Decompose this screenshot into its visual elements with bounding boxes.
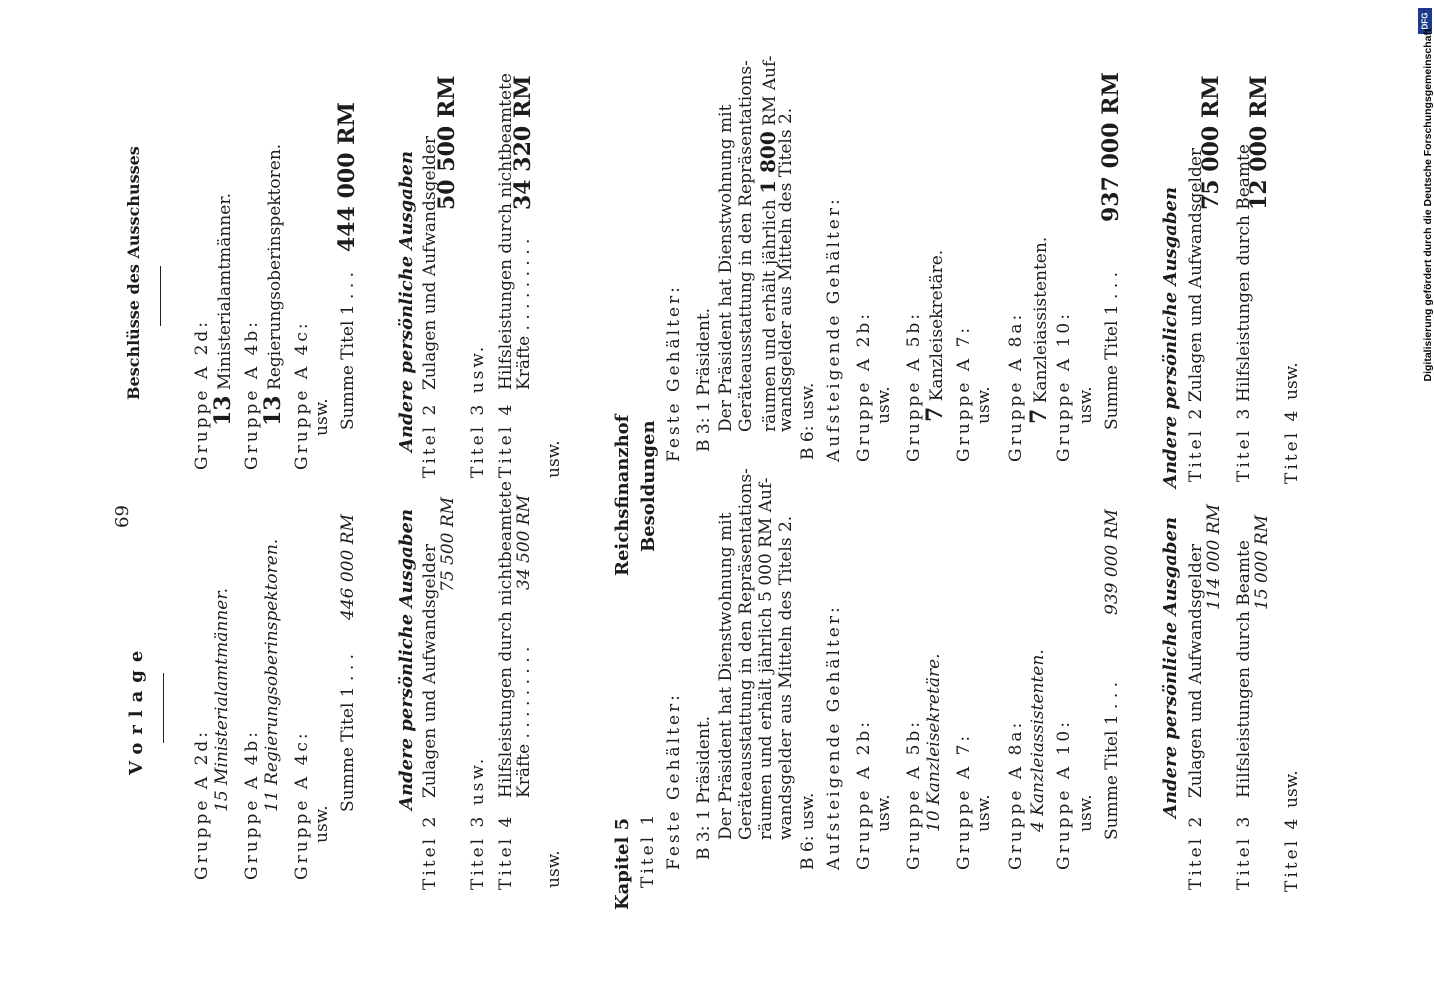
right-summe-titel-1-value: 444 000 RM (334, 102, 360, 252)
left-titel-3: Titel 3 usw. (468, 755, 488, 890)
right-gruppe-a4b-count: 13 (260, 395, 286, 426)
left-titel-4b-text: usw. (1282, 770, 1302, 808)
right-titel-3: Titel 3 usw. (468, 343, 488, 478)
right-usw-a4c: usw. (312, 398, 332, 436)
left-gruppe-a10: Gruppe A 10: (1054, 719, 1074, 870)
besoldungen-heading: Besoldungen (638, 420, 659, 552)
left-titel-4b: Titel 4 (1282, 815, 1302, 892)
digitization-note-text: Digitalisierung gefördert durch die Deutsche Forschungsgemeinschaft (1422, 28, 1434, 382)
left-kapitel: Kapitel 5 (612, 817, 633, 910)
left-titel-2b: Titel 2 (1186, 813, 1206, 890)
right-aufsteigende: Aufsteigende Gehälter: (824, 196, 844, 462)
left-andere-heading-2: Andere persönliche Ausgaben (1160, 516, 1181, 818)
left-titel-3b: Titel 3 (1234, 813, 1254, 890)
right-gruppe-a5b: Gruppe A 5b: (904, 311, 924, 462)
left-gruppe-a8a-line: 4 Kanzleiassistenten. (1028, 649, 1048, 832)
left-feste-gehaelter: Feste Gehälter: (664, 692, 684, 870)
right-titel-2b-text: Zulagen und Aufwandsgelder (1186, 147, 1206, 402)
right-gruppe-a10: Gruppe A 10: (1054, 311, 1074, 462)
left-titel-4: Titel 4 (496, 813, 516, 890)
left-summe-titel-1b: Summe Titel 1 . . . (1102, 681, 1122, 840)
left-titel-2b-text: Zulagen und Aufwandsgelder (1186, 543, 1206, 798)
left-gruppe-a7: Gruppe A 7: (954, 732, 974, 870)
right-gruppe-a5b-count: 7 (922, 406, 948, 422)
page-number: 69 (112, 505, 133, 528)
right-gruppe-a8a-line (1028, 237, 1050, 424)
right-gruppe-a2d: Gruppe A 2d: (192, 319, 212, 470)
left-b3-line-4: wandsgelder aus Mitteln des Titels 2. (776, 515, 796, 840)
left-gruppe-a4b-text: 11 Regierungsoberinspektoren. (262, 538, 282, 812)
left-b3-line-1: Der Präsident hat Dienstwohnung mit (716, 512, 736, 840)
right-titel-2b-value: 75 000 RM (1198, 75, 1224, 210)
right-gruppe-a2d-text: Ministerialamtmänner. (215, 193, 235, 390)
vorlage-heading: Vorlage (126, 642, 147, 775)
left-summe-titel-1b-value: 939 000 RM (1102, 509, 1122, 615)
left-gruppe-a5b: Gruppe A 5b: (904, 719, 924, 870)
left-gruppe-a4c: Gruppe A 4c: (292, 730, 312, 880)
left-b3-line-3: räumen und erhält jährlich 5 000 RM Auf- (756, 477, 776, 840)
right-b3-line-4: wandsgelder aus Mitteln des Titels 2. (776, 107, 796, 432)
right-titel-2-value: 50 500 RM (434, 75, 460, 210)
left-usw-a10: usw. (1076, 794, 1096, 832)
left-gruppe-a2b: Gruppe A 2b: (854, 719, 874, 870)
right-titel-2: Titel 2 (420, 401, 440, 478)
right-gruppe-a4b: Gruppe A 4b: (242, 319, 262, 470)
right-b3: B 3: 1 Präsident. (694, 307, 714, 452)
left-gruppe-a8a: Gruppe A 8a: (1006, 719, 1026, 870)
right-titel-4b: Titel 4 (1282, 407, 1302, 484)
right-gruppe-a2d-count: 13 (210, 395, 236, 426)
left-usw-a7: usw. (974, 794, 994, 832)
right-b3-line-2: Geräteausstattung in den Repräsentations- (736, 60, 756, 432)
left-andere-heading: Andere persönliche Ausgaben (396, 508, 417, 810)
right-usw-a2b: usw. (874, 386, 894, 424)
right-gruppe-a7: Gruppe A 7: (954, 324, 974, 462)
right-titel-4-text2: Kräfte . . . . . . . . . (514, 238, 534, 390)
left-gruppe-a4b-line (264, 539, 281, 812)
right-titel-3b-text: Hilfsleistungen durch Beamte (1234, 144, 1254, 402)
right-titel-3b: Titel 3 (1234, 405, 1254, 482)
left-gruppe-a2d-line: 15 Ministerialamtmänner. (212, 588, 232, 812)
left-usw-a4c: usw. (312, 805, 332, 843)
beschluesse-heading: Beschlüsse des Ausschusses (124, 146, 143, 400)
right-gruppe-a4b-line (262, 144, 284, 426)
right-titel-4-value: 34 320 RM (510, 75, 536, 210)
left-b3-line-2: Geräteausstattung in den Repräsentations- (736, 468, 756, 840)
right-gruppe-a8a-count: 7 (1026, 408, 1052, 424)
left-gruppe-a2d: Gruppe A 2d: (192, 729, 212, 880)
left-titel-2b-value: 114 000 RM (1204, 504, 1224, 610)
digitization-note (1420, 10, 1434, 400)
vorlage-heading-rule (163, 673, 164, 743)
right-gruppe-a2d-line (212, 193, 234, 426)
left-b3: B 3: 1 Präsident. (694, 715, 714, 860)
left-titel-4-text: Hilfsleistungen durch nichtbeamtete (496, 481, 516, 798)
left-titel-4-value: 34 500 RM (514, 494, 534, 590)
left-titel-2: Titel 2 (420, 813, 440, 890)
right-gruppe-a4c: Gruppe A 4c: (292, 320, 312, 470)
right-usw-a10: usw. (1076, 386, 1096, 424)
left-titel-2-text: Zulagen und Aufwandsgelder (420, 543, 440, 798)
left-titel-3b-value: 15 000 RM (1252, 514, 1272, 610)
right-titel-2-text: Zulagen und Aufwandsgelder (420, 135, 440, 390)
right-summe-titel-1b: Summe Titel 1 . . . (1102, 271, 1122, 430)
right-usw-a7: usw. (974, 386, 994, 424)
left-usw-titel-4: usw. (544, 850, 564, 888)
right-gruppe-a4b-text: Regierungsoberinspektoren. (265, 143, 285, 390)
right-titel-4b-text: usw. (1282, 362, 1302, 400)
right-gruppe-a5b-line (924, 250, 946, 422)
right-usw-titel-4: usw. (544, 440, 564, 478)
right-titel-4-text: Hilfsleistungen durch nichtbeamtete (496, 73, 516, 390)
left-titel-4-text2: Kräfte . . . . . . . . . (514, 646, 534, 798)
right-titel-2b: Titel 2 (1186, 405, 1206, 482)
left-titel-1: Titel 1 (638, 811, 658, 888)
right-gruppe-a8a-text: Kanzleiassistenten. (1031, 236, 1051, 404)
right-feste-gehaelter: Feste Gehälter: (664, 284, 684, 462)
left-usw-a2b: usw. (874, 794, 894, 832)
right-summe-titel-1: Summe Titel 1 . . . (338, 271, 358, 430)
left-summe-titel-1: Summe Titel 1 . . . (338, 653, 358, 812)
left-gruppe-a4b: Gruppe A 4b: (242, 729, 262, 880)
right-b3-line-3-text: räumen und erhält jährlich (760, 199, 780, 432)
left-gruppe-a5b-line: 10 Kanzleisekretäre. (924, 653, 944, 832)
right-gruppe-a8a: Gruppe A 8a: (1006, 311, 1026, 462)
left-b6: B 6: usw. (798, 792, 818, 870)
right-b6: B 6: usw. (798, 382, 818, 460)
right-b3-amount: 1 800 (756, 131, 780, 194)
right-b3-line-3-end: RM Auf- (760, 55, 780, 126)
left-titel-2-value: 75 500 RM (438, 496, 458, 592)
beschluesse-heading-rule (160, 266, 161, 326)
right-titel-4: Titel 4 (496, 401, 516, 478)
dfg-logo-text: DFG (1420, 12, 1430, 30)
reichsfinanzhof-heading: Reichsfinanzhof (612, 414, 633, 576)
right-summe-titel-1b-value: 937 000 RM (1098, 72, 1124, 222)
right-b3-line-1: Der Präsident hat Dienstwohnung mit (716, 104, 736, 432)
left-titel-3b-text: Hilfsleistungen durch Beamte (1234, 540, 1254, 798)
right-andere-heading: Andere persönliche Ausgaben (396, 150, 417, 452)
right-andere-heading-2: Andere persönliche Ausgaben (1160, 186, 1181, 488)
right-gruppe-a2b: Gruppe A 2b: (854, 311, 874, 462)
left-summe-titel-1-value: 446 000 RM (338, 514, 358, 620)
right-gruppe-a5b-text: Kanzleisekretäre. (927, 249, 947, 402)
left-aufsteigende: Aufsteigende Gehälter: (824, 604, 844, 870)
right-titel-3b-value: 12 000 RM (1246, 75, 1272, 210)
